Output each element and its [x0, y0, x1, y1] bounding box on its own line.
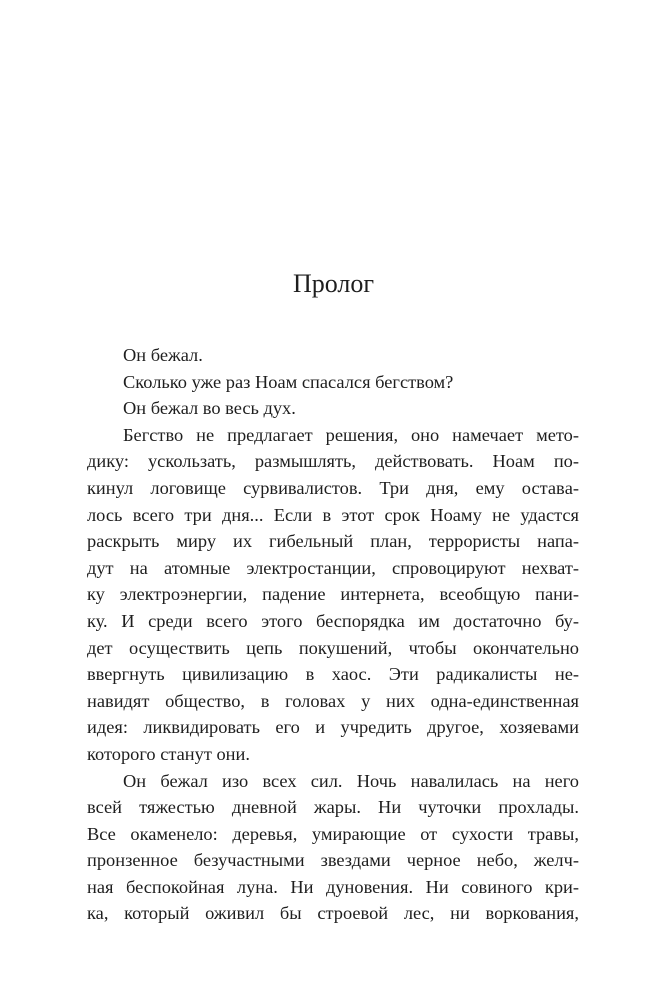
text-line: дику: ускользать, размышлять, действовать. Ноам по- — [87, 451, 579, 472]
text-line: Он бежал во весь дух. — [123, 398, 296, 419]
text-line: Сколько уже раз Ноам спасался бегством? — [123, 371, 454, 392]
text-line: которого станут они. — [87, 743, 250, 764]
text-line: Он бежал изо всех сил. Ночь навалилась на него — [123, 770, 579, 791]
chapter-body — [87, 342, 579, 927]
text-line: ная беспокойная луна. Ни дуновения. Ни совиного кри- — [87, 876, 579, 897]
text-line: дет осуществить цепь покушений, чтобы окончательно — [87, 637, 579, 658]
chapter-title: Пролог — [292, 269, 375, 298]
text-line: дут на атомные электростанции, спровоцируют нехват- — [87, 557, 579, 578]
text-line: кинул логовище сурвивалистов. Три дня, ему оставa- — [87, 477, 579, 498]
text-line: раскрыть миру их гибельный план, террористы напа- — [87, 531, 579, 552]
text-line: Бегство не предлагает решения, оно намечает мето- — [123, 424, 579, 445]
text-line: ввергнуть цивилизацию в хаос. Эти радикалисты не- — [87, 664, 579, 685]
text-line: Все окаменело: деревья, умирающие от сухости травы, — [87, 823, 579, 844]
text-line: навидят общество, в головах у них одна-единственная — [87, 690, 579, 711]
text-line: лось всего три дня... Если в этот срок Ноаму не удастся — [87, 504, 579, 525]
text-line: ку электроэнергии, падение интернета, всеобщую пани- — [87, 584, 579, 605]
text-line: идея: ликвидировать его и учредить другое, хозяевами — [87, 717, 579, 738]
text-line: пронзенное безучастными звездами черное небо, желч- — [87, 850, 579, 871]
text-line: Он бежал. — [123, 345, 203, 365]
text-line: ку. И среди всего этого беспорядка им достаточно бу- — [87, 610, 579, 631]
text-line: всей тяжестью дневной жары. Ни чуточки прохлады. — [87, 797, 579, 818]
text-line: ка, который оживил бы строевой лес, ни воркования, — [87, 903, 579, 924]
